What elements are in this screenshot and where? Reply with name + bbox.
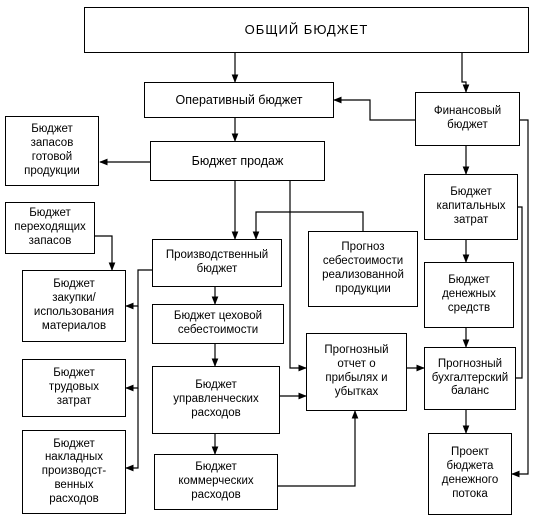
node-financial-budget-label: Финансовый бюджет	[433, 105, 502, 131]
node-labor-budget	[22, 359, 126, 417]
arrow-financial-to-operational	[334, 100, 415, 120]
node-materials-budget-label: Бюджет закупки/ использования материалов	[33, 278, 115, 332]
node-cost-forecast-label: Прогноз себестоимости реализованной продукции	[322, 241, 404, 295]
node-carryover-stock-budget	[5, 202, 95, 254]
node-cash-budget	[424, 262, 514, 328]
node-commercial-budget-label: Бюджет коммерческих расходов	[178, 461, 254, 501]
node-admin-budget	[152, 366, 280, 434]
node-financial-budget	[415, 92, 520, 146]
node-overhead-budget-label: Бюджет накладных производст- венных расходов	[41, 437, 107, 505]
node-overhead-budget	[22, 430, 126, 514]
arrow-general-to-financial	[462, 53, 466, 92]
node-cost-forecast	[308, 231, 418, 307]
node-operational-budget	[144, 82, 334, 118]
node-sales-budget-label: Бюджет продаж	[191, 153, 284, 168]
node-capital-budget-label: Бюджет капитальных затрат	[436, 186, 506, 226]
node-cashflow-project	[428, 433, 512, 515]
node-labor-budget-label: Бюджет трудовых затрат	[48, 367, 100, 407]
node-finished-stock-budget	[5, 116, 99, 186]
node-operational-budget-label: Оперативный бюджет	[175, 92, 303, 107]
node-pnl-forecast	[306, 333, 407, 411]
arrow-production-to-labor	[126, 306, 138, 388]
node-finished-stock-budget-label: Бюджет запасов готовой продукции	[24, 123, 80, 177]
node-balance-forecast-label: Прогнозный бухгалтерский баланс	[431, 357, 509, 398]
node-capital-budget	[424, 174, 518, 240]
node-cashflow-project-label: Проект бюджета денежного потока	[441, 446, 499, 500]
arrow-commercial-to-pnl	[278, 411, 355, 486]
node-cash-budget-label: Бюджет денежных средств	[442, 274, 496, 314]
node-production-budget-label: Производственный бюджет	[165, 249, 269, 275]
node-shop-cost-budget-label: Бюджет цеховой себестоимости	[173, 310, 263, 336]
node-production-budget	[152, 239, 282, 287]
node-carryover-stock-budget-label: Бюджет переходящих запасов	[14, 207, 86, 247]
node-balance-forecast	[424, 347, 516, 410]
node-commercial-budget	[154, 454, 278, 510]
node-pnl-forecast-label: Прогнозный отчет о прибылях и убытках	[324, 344, 389, 398]
node-general-budget-label: ОБЩИЙ БЮДЖЕТ	[244, 22, 369, 38]
arrow-production-to-materials	[126, 270, 152, 306]
arrow-production-to-overhead	[126, 388, 138, 468]
node-admin-budget-label: Бюджет управленческих расходов	[173, 379, 259, 419]
node-materials-budget	[22, 270, 126, 342]
node-shop-cost-budget	[152, 304, 284, 344]
node-general-budget	[84, 7, 529, 53]
arrow-sales-to-pnl	[290, 181, 306, 368]
node-sales-budget	[150, 141, 325, 181]
